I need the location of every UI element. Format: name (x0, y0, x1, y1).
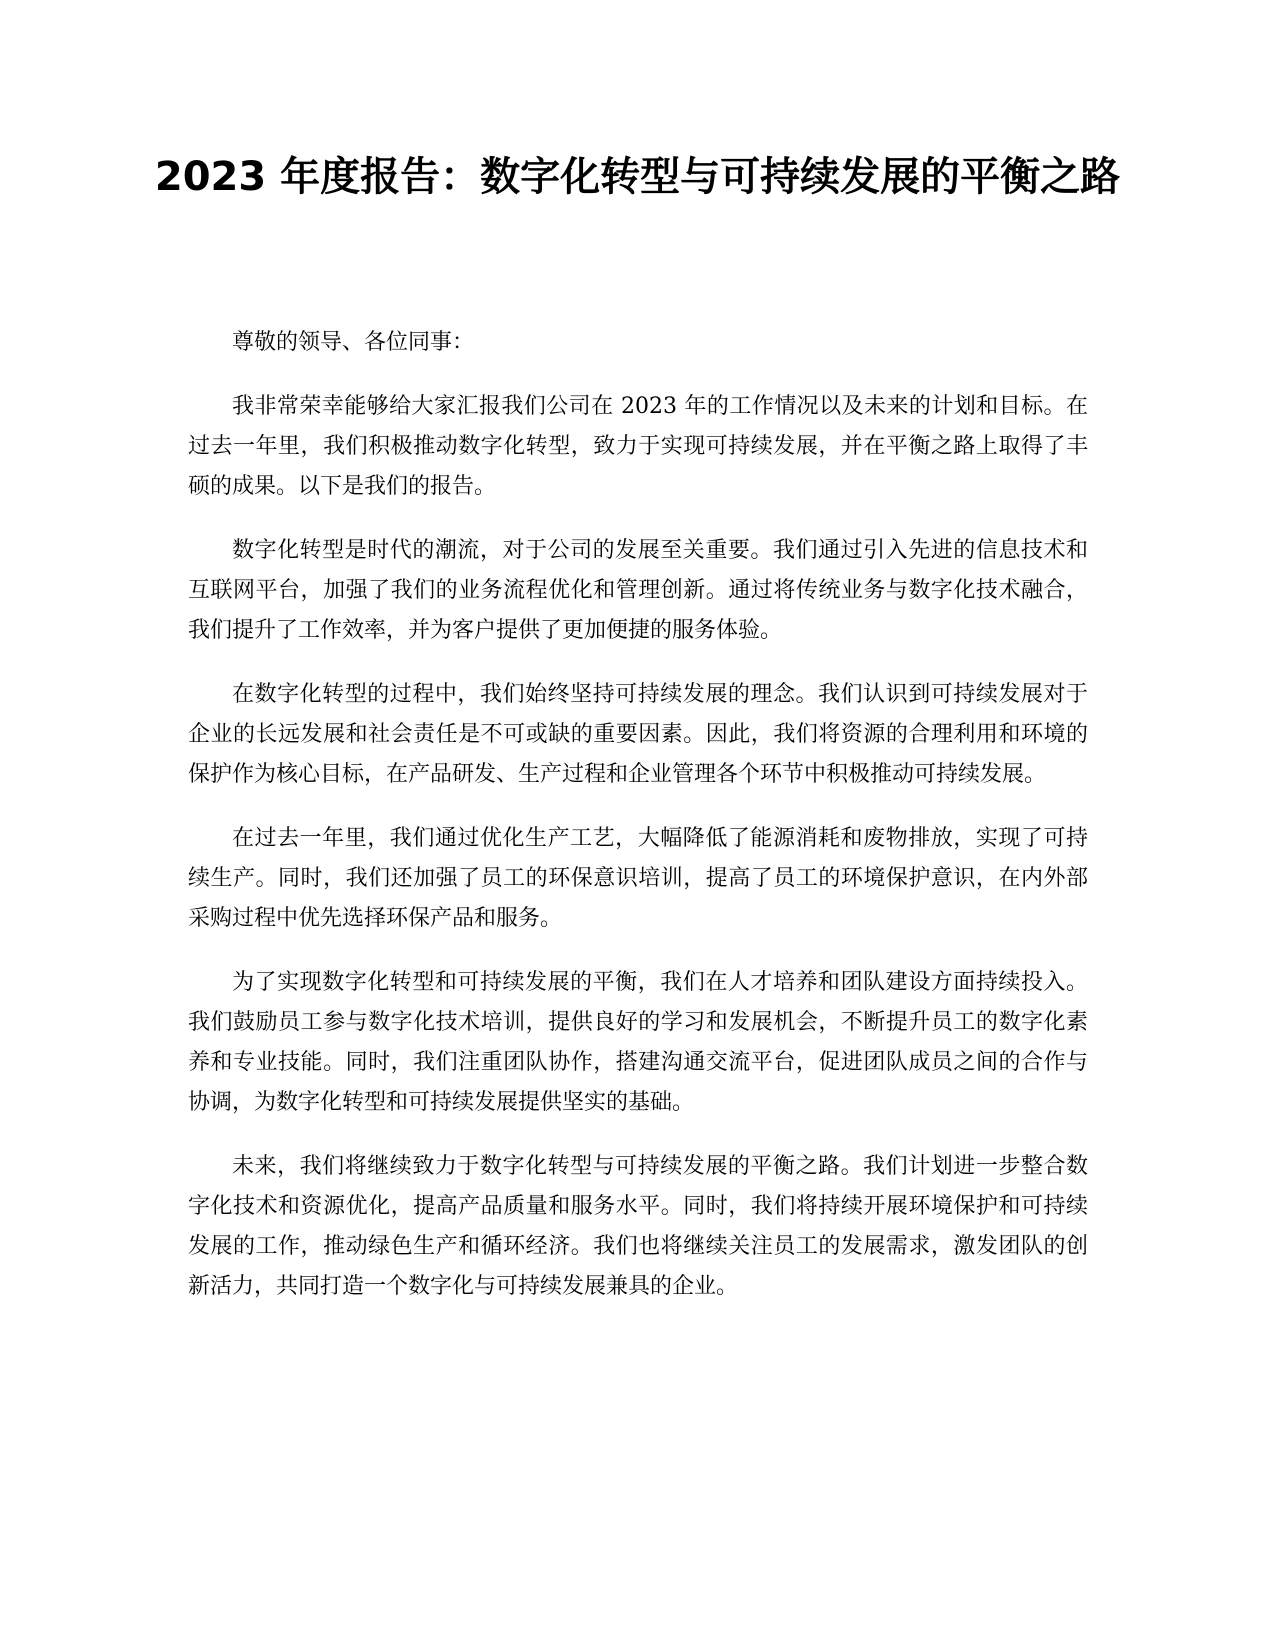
document-body (188, 323, 1088, 1331)
body-paragraph: 在过去一年里，我们通过优化生产工艺，大幅降低了能源消耗和废物排放，实现了可持续生产。同时，我们还加强了员工的环保意识培训，提高了员工的环境保护意识，在内外部采购过程中优先选择环保产品和服务。 (188, 826, 1088, 931)
body-paragraph: 数字化转型是时代的潮流，对于公司的发展至关重要。我们通过引入先进的信息技术和互联网平台，加强了我们的业务流程优化和管理创新。通过将传统业务与数字化技术融合，我们提升了工作效率，并为客户提供了更加便捷的服务体验。 (188, 538, 1088, 643)
body-paragraph: 未来，我们将继续致力于数字化转型与可持续发展的平衡之路。我们计划进一步整合数字化技术和资源优化，提高产品质量和服务水平。同时，我们将持续开展环境保护和可持续发展的工作，推动绿色生产和循环经济。我们也将继续关注员工的发展需求，激发团队的创新活力，共同打造一个数字化与可持续发展兼具的企业。 (188, 1154, 1088, 1299)
body-paragraph: 在数字化转型的过程中，我们始终坚持可持续发展的理念。我们认识到可持续发展对于企业的长远发展和社会责任是不可或缺的重要因素。因此，我们将资源的合理利用和环境的保护作为核心目标，在产品研发、生产过程和企业管理各个环节中积极推动可持续发展。 (188, 682, 1088, 787)
body-paragraph: 我非常荣幸能够给大家汇报我们公司在 2023 年的工作情况以及未来的计划和目标。在过去一年里，我们积极推动数字化转型，致力于实现可持续发展，并在平衡之路上取得了丰硕的成果。以下是我们的报告。 (188, 394, 1088, 499)
body-paragraph: 为了实现数字化转型和可持续发展的平衡，我们在人才培养和团队建设方面持续投入。我们鼓励员工参与数字化技术培训，提供良好的学习和发展机会，不断提升员工的数字化素养和专业技能。同时，我们注重团队协作，搭建沟通交流平台，促进团队成员之间的合作与协调，为数字化转型和可持续发展提供坚实的基础。 (188, 970, 1088, 1115)
salutation: 尊敬的领导、各位同事： (232, 330, 475, 355)
document-title: 2023 年度报告：数字化转型与可持续发展的平衡之路 (154, 154, 1121, 200)
